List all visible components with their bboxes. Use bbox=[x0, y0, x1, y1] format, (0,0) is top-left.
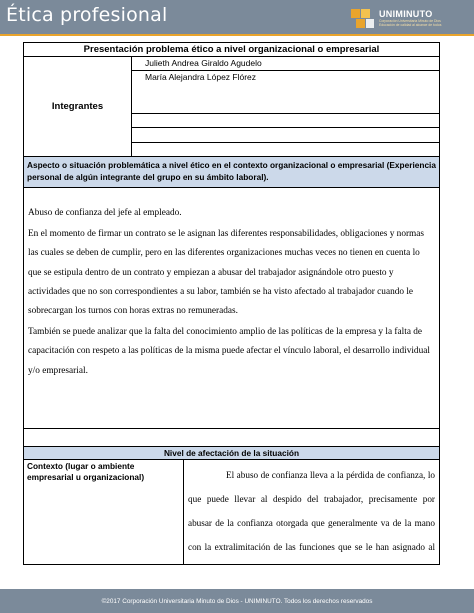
context-body bbox=[184, 460, 439, 564]
footer-text: ©2017 Corporación Universitaria Minuto de Dios - UNIMINUTO. Todos los derechos reservados bbox=[101, 597, 373, 605]
member-row-empty bbox=[132, 143, 439, 156]
context-label: Contexto (lugar o ambiente empresarial u organizacional) bbox=[27, 461, 145, 482]
members-label-cell bbox=[24, 57, 132, 156]
logo-subtitle-1: Corporación Universitaria Minuto de Dios bbox=[379, 18, 441, 23]
context-paragraph bbox=[188, 463, 435, 559]
context-label-cell bbox=[24, 460, 184, 564]
members-list bbox=[132, 57, 439, 156]
body-paragraph: También se puede analizar que la falta del conocimiento amplio de las políticas de la empresa y la falta de capacitación con respeto a las políticas de la misma puede afectar el vínculo laboral, el desarrollo individual y/o empresarial. bbox=[28, 327, 430, 376]
members-label: Integrantes bbox=[51, 101, 104, 112]
uniminuto-logo-icon bbox=[350, 5, 376, 31]
spacer-row bbox=[24, 429, 439, 447]
document-title-row bbox=[24, 43, 439, 57]
body-paragraph: En el momento de firmar un contrato se le asignan las diferentes responsabilidades, obligaciones y normas las cuales se deben de cumplir, pero en las diferentes organizaciones muchas veces no tienen en cuenta lo que se estipula dentro de un contrato y empiezan a abusar del trabajador asignándole otro puesto y actividades que no son correspondientes a su labor, también se ha visto afectado al trabajador cuando le sobrecargan los turnos con horas extras no remuneradas. bbox=[28, 229, 425, 317]
context-row bbox=[24, 460, 439, 564]
member-row: María Alejandra López Flórez bbox=[132, 71, 439, 114]
document-table bbox=[23, 42, 440, 565]
level-heading-row bbox=[24, 447, 439, 460]
document-title: Presentación problema ético a nivel organizacional o empresarial bbox=[83, 44, 380, 55]
header-bar bbox=[0, 0, 474, 36]
aspect-heading-row bbox=[24, 157, 439, 188]
context-text: El abuso de confianza lleva a la pérdida de confianza, lo que puede llevar al despido del trabajador, precisamente por abusar de la confianza otorgada que generalmente va de la mano con la extralimitación de las funciones que se le han asignado al bbox=[188, 470, 435, 552]
footer-bar bbox=[0, 589, 474, 613]
logo-name: UNIMINUTO bbox=[379, 8, 433, 19]
aspect-heading: Aspecto o situación problemática a nivel ético en el contexto organizacional o empresarial (Experiencia personal de algún integrante del grupo en su ámbito laboral). bbox=[27, 160, 436, 182]
member-row: Julieth Andrea Giraldo Agudelo bbox=[132, 57, 439, 71]
uniminuto-logo bbox=[350, 5, 468, 31]
problem-description bbox=[24, 188, 439, 429]
members-block bbox=[24, 57, 439, 157]
body-paragraph: Abuso de confianza del jefe al empleado. bbox=[28, 208, 182, 218]
member-row-empty bbox=[132, 114, 439, 128]
member-row-empty bbox=[132, 128, 439, 142]
header-title: Ética profesional bbox=[6, 4, 168, 26]
level-heading: Nivel de afectación de la situación bbox=[163, 448, 300, 458]
logo-subtitle-2: Educación de calidad al alcance de todos bbox=[379, 23, 442, 27]
